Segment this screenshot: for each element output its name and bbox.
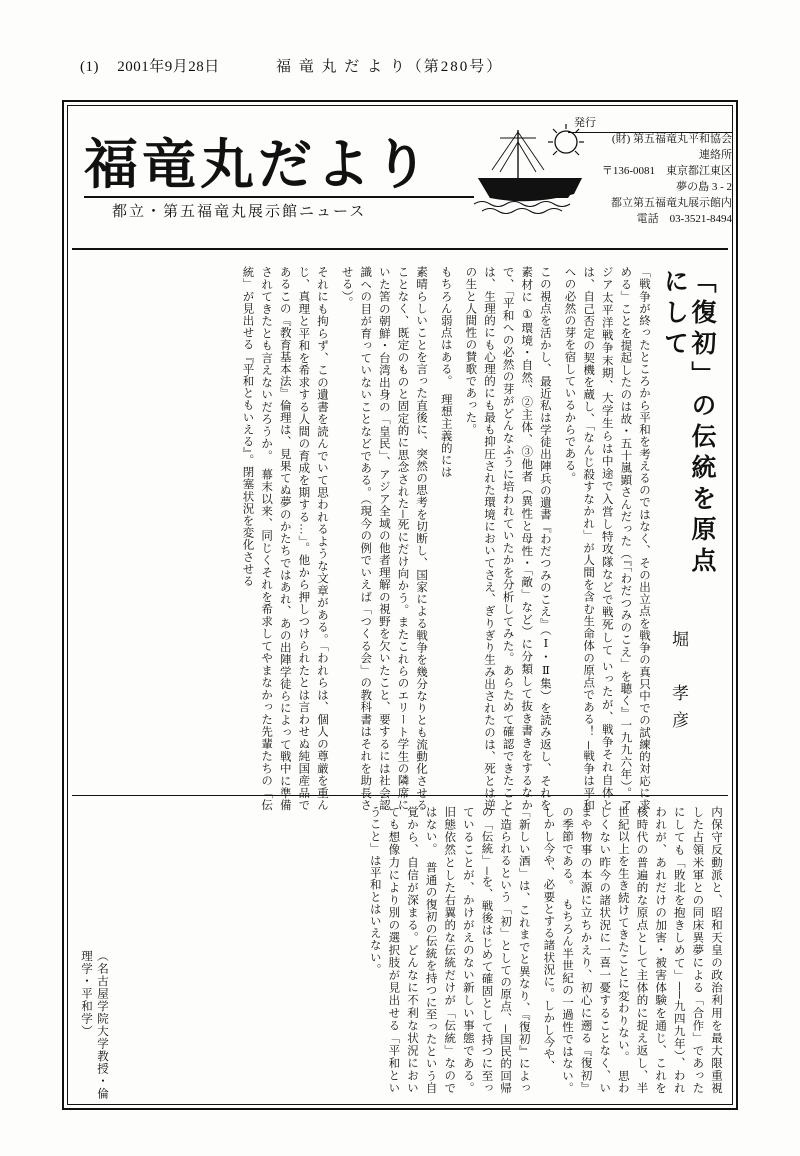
body-column: それにも拘らず、この遺書を読んでいて思われるような文章がある。「われらは、個人の尊厳を重んじ、真理と平和を希求する人間の育成を期する…」。他から押しつけられたとは言わせぬ純国産品であるこの『教育基本法』倫理は、見果てぬ夢のかたちではあれ、あの出陣学徒らによって戦中に準備されてきたとも言えないだろうか。 幕末以来、同じくそれを希求してやまなかった先輩たちの「伝統」が見出せる『平和ともいえる』。閉塞状況を変化させる: [241, 266, 328, 811]
article-headline: 「復初」の伝統を原点にして: [660, 268, 715, 578]
publisher-rule: [568, 132, 732, 133]
publisher-org: (財) 第五福竜丸平和協会: [611, 132, 732, 145]
article-body-upper: [72, 266, 656, 826]
body-column: 「戦争が終ったところから平和を考えるのではなく、その出立点を戦争の真只中での試練的対応に求める」ことを提起したのは故・五十嵐顕さんだった（『「わだつみのこえ」を聴く』一九九六年）。アジア太平洋戦争末期、大学生らは中途で入営し特攻隊などで戦死して いったが、戦争それ自体とは、自己否定の契機を蔵し、「なんじ殺すなかれ」が人間を含む生命体の原点である！ ─戦争は平和への必然の芽を宿しているからである。: [563, 266, 650, 811]
publisher-head: 発行: [574, 117, 596, 129]
body-column: もちろん弱点はある。 理想主義的には: [439, 266, 452, 479]
masthead-rule: [84, 196, 474, 198]
page-number: (1): [80, 59, 99, 75]
publisher-contact-label: 連絡所: [699, 148, 732, 161]
publisher-venue: 都立第五福竜丸展示館内: [611, 196, 732, 209]
article-body-lower: [72, 806, 728, 1106]
running-head: [80, 55, 720, 76]
article-byline: 堀 孝彦: [669, 630, 688, 738]
publisher-postal: 〒136-0081 東京都江東区: [601, 164, 732, 177]
masthead-subtitle: 都立・第五福竜丸展示館ニュース: [112, 204, 367, 220]
masthead-divider: [72, 248, 728, 250]
body-column: 素晴らしいことを言った直後に、突然の思考を切断し、国家による戦争を幾分なりとも流動化させることなく、既定のものと固定的に思念された─死にだけ向かう。またこれらのエリート学生の隣席にいた筈の朝鮮・台湾出身の「皇民」、アジア全域の他者理解の視野を欠いたこと、要するには社会認識への目が育っていないことなどである。（現今の例でいえば「つくる会」の教科書はそれを助長させる）。: [340, 266, 428, 811]
masthead-title: 福竜丸だより: [84, 132, 432, 196]
body-divider: [72, 795, 728, 796]
body-column: 内保守反動派と、昭和天皇の政治利用を最大限重視した占領米軍との同床異夢による「合作」であったにしても「敗北を抱きしめて」──九四九年）、われわれが、あれだけの加害・被害体験を通じ、これを核時代の普遍的な原点として主体的に捉え返し、半世紀以上を生き続けてきたことに変わりない。 思わしくない昨今の諸状況に一喜一憂することなく、いまや物事の本源に立ちかえり、初心に遡る『復初』の季節である。 もちろん半世紀の一過性ではない。しかし今や、必要とする諸状況に。しかし今や、: [542, 806, 722, 1094]
body-column: この視点を活かし、最近私は学徒出陣兵の遺書『わだつみのこえ』（Ⅰ・Ⅱ集）を読み返し、それを素材に ①環境・自然、②主体、③他者（異性と母性・「敵」など）に分類して抜き書きをするなかで、「平和への必然の芽がどんなふうに培われていたかを分析してみた。あらためて確認できたことは、生理的にも心理的にも最も抑圧された環境においてさえ、ぎりぎり生み出されたのは、死とは逆の生と人間性の賛歌であった。: [464, 266, 551, 811]
publisher-address2: 夢の島 3 - 2: [676, 180, 732, 193]
issue-date: 2001年9月28日: [117, 59, 220, 75]
issue-title: 福 竜 丸 だ よ り（第280号）: [276, 59, 504, 75]
author-affiliation: （名古屋学院大学教授・倫理学・平和学）: [80, 950, 108, 1100]
publisher-phone: 電話 03-3521-8494: [636, 212, 732, 225]
body-column: 「新しい酒」は、これまでと異なり、『復初』によって造られるという「初」としての原点、─国民的回帰の「伝統」─を、戦後はじめて確固として持つに至っていることが、かけがえのない新しい事態である。旧態依然とした右翼的な伝統だけが「伝統」なのではない。 普通の復初の伝統を持つに至ったという自覚から、自信が深まる。どんなに不利な状況においても想像力により別の選択肢が見出せる「平和ということ」は平和とはいえない。: [368, 806, 530, 1094]
masthead: [70, 108, 730, 248]
